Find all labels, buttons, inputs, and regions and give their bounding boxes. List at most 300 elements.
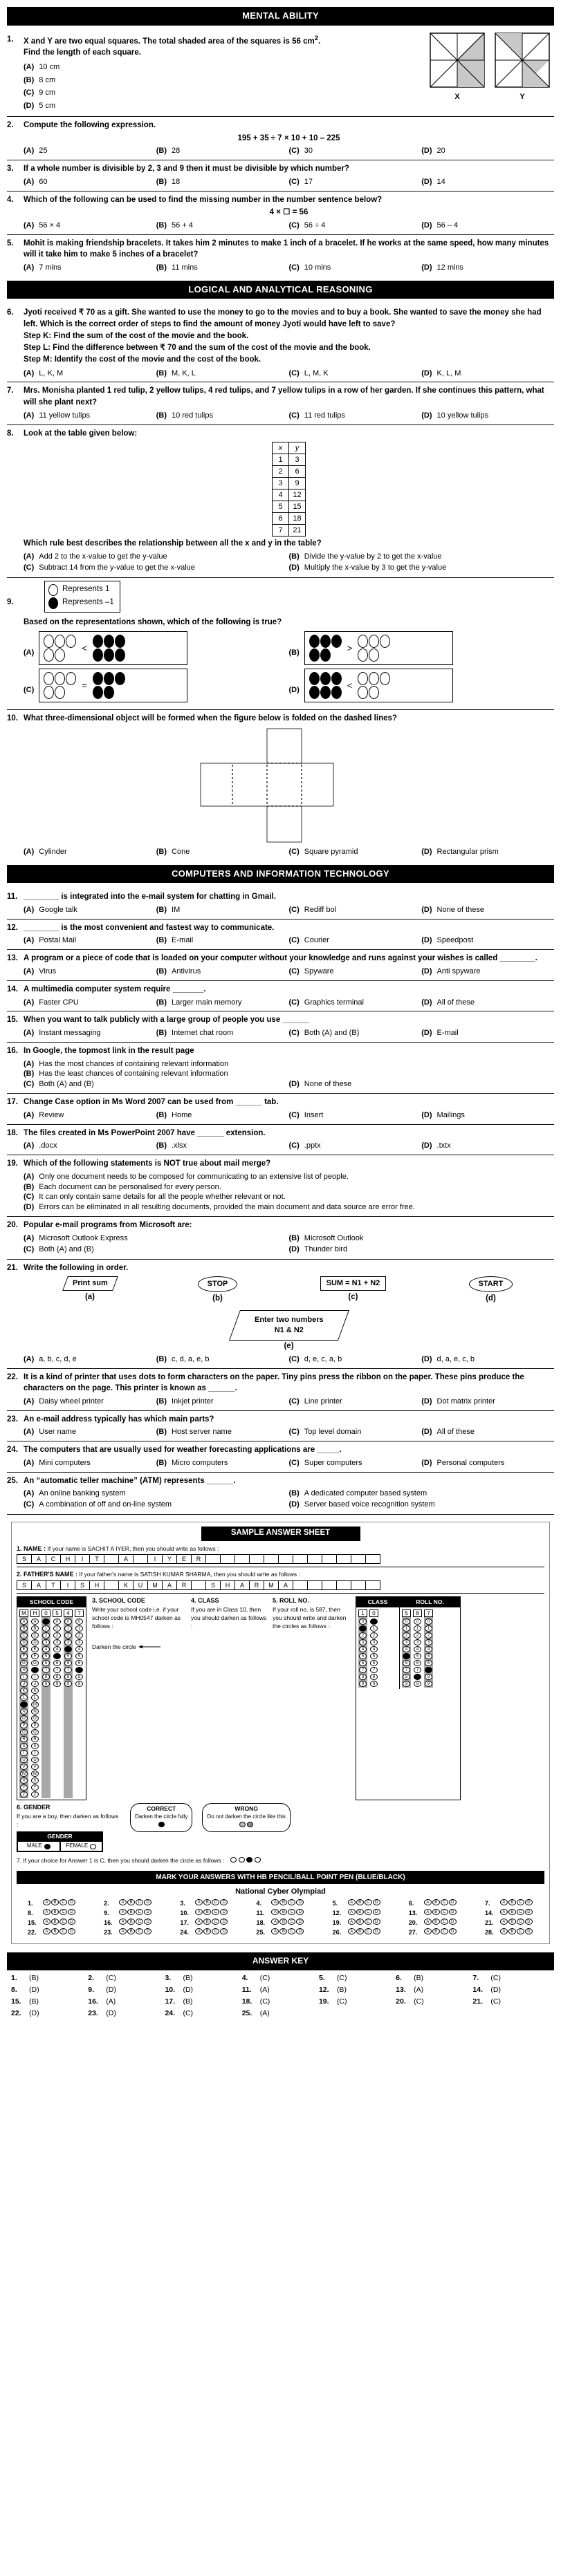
bubble-6[interactable]: 6	[359, 1660, 367, 1666]
name-cell[interactable]	[205, 1554, 221, 1564]
bubble-g[interactable]: G	[31, 1660, 39, 1666]
bubble-2[interactable]: 2	[414, 1632, 421, 1639]
answer-bubble-a[interactable]: A	[500, 1899, 508, 1905]
option-a[interactable]: (A) Cylinder	[24, 847, 67, 856]
bubble-6[interactable]: 6	[425, 1660, 432, 1666]
bubble-0[interactable]: 0	[64, 1618, 72, 1625]
roll-columns[interactable]	[400, 1607, 460, 1689]
bubble-column[interactable]	[42, 1609, 50, 1798]
bubble-c[interactable]	[246, 1857, 252, 1863]
option-c[interactable]: (C) A combination of off and on-line system	[24, 1500, 172, 1509]
answer-bubble-d[interactable]: D	[68, 1899, 75, 1905]
name-cell[interactable]: H	[60, 1554, 75, 1564]
bubble-5[interactable]: 5	[414, 1653, 421, 1659]
bubble-1[interactable]: 1	[370, 1625, 378, 1632]
option-d[interactable]: (D) 14	[421, 177, 445, 186]
answer-bubble-d[interactable]: D	[68, 1919, 75, 1925]
answer-bubble-c[interactable]: C	[365, 1909, 372, 1915]
answer-bubble-a[interactable]: A	[119, 1899, 127, 1905]
answer-bubble-a[interactable]: A	[43, 1899, 50, 1905]
father-cell[interactable]: A	[162, 1580, 177, 1590]
answer-bubble-c[interactable]: C	[288, 1928, 295, 1934]
answer-bubble-a[interactable]: A	[348, 1928, 356, 1934]
answer-bubble-a[interactable]: A	[43, 1909, 50, 1915]
bubble-2[interactable]: 2	[53, 1632, 61, 1639]
option-b[interactable]: (B) Each document can be personalised for every person.	[24, 1182, 221, 1191]
option-b[interactable]: (B) 56 + 4	[156, 221, 193, 230]
answer-bubble-c[interactable]: C	[441, 1909, 448, 1915]
option-b[interactable]: (B) Microsoft Outlook	[288, 1233, 364, 1242]
bubble-2[interactable]: 2	[64, 1632, 72, 1639]
option-a[interactable]: (A) Virus	[24, 967, 57, 976]
bubble-column[interactable]	[64, 1609, 73, 1798]
option-b[interactable]: (B) 18	[156, 177, 181, 186]
option-d[interactable]: (D) Dot matrix printer	[421, 1397, 495, 1406]
bubble-w[interactable]: W	[31, 1771, 39, 1777]
answer-bubble-b[interactable]: B	[356, 1899, 364, 1905]
father-cell[interactable]: M	[147, 1580, 163, 1590]
answer-bubble-c[interactable]: C	[517, 1919, 524, 1925]
female-bubble-icon[interactable]	[90, 1844, 96, 1849]
option-b[interactable]: (B) Inkjet printer	[156, 1397, 214, 1406]
code-box[interactable]: 8	[413, 1609, 422, 1617]
option-d[interactable]: (D) 12 mins	[421, 263, 464, 272]
answer-bubble-b[interactable]: B	[508, 1899, 516, 1905]
answer-bubble-d[interactable]: D	[373, 1928, 380, 1934]
code-box[interactable]: M	[19, 1609, 28, 1617]
father-cell[interactable]: R	[249, 1580, 264, 1590]
option-a[interactable]: (A) 60	[24, 177, 48, 186]
answer-bubble-a[interactable]: A	[424, 1919, 432, 1925]
option-c[interactable]: (C) Both (A) and (B)	[24, 1080, 94, 1089]
bubble-a[interactable]	[230, 1857, 237, 1863]
answer-bubble-a[interactable]: A	[500, 1919, 508, 1925]
answer-bubble-b[interactable]: B	[356, 1909, 364, 1915]
bubble-r[interactable]: R	[31, 1736, 39, 1742]
bubble-5[interactable]	[403, 1653, 410, 1659]
option-d[interactable]: (D) Server based voice recognition system	[288, 1500, 435, 1509]
answer-bubble-c[interactable]: C	[517, 1928, 524, 1934]
option-d[interactable]: (D) Speedpost	[421, 936, 474, 945]
option-c[interactable]: (C) Line printer	[288, 1397, 342, 1406]
bubble-l[interactable]: L	[20, 1695, 28, 1701]
bubble-3[interactable]: 3	[42, 1639, 50, 1645]
answer-bubble-d[interactable]: D	[525, 1899, 533, 1905]
bubble-c[interactable]: C	[20, 1632, 28, 1639]
answer-bubble-b[interactable]: B	[508, 1928, 516, 1934]
bubble-5[interactable]: 5	[75, 1653, 83, 1659]
answer-bubble-c[interactable]: C	[441, 1899, 448, 1905]
answer-bubble-b[interactable]: B	[203, 1899, 211, 1905]
answer-bubble-c[interactable]: C	[136, 1928, 143, 1934]
name-cell[interactable]	[365, 1554, 380, 1564]
option-a[interactable]: (A) Instant messaging	[24, 1029, 101, 1038]
answer-bubble-c[interactable]: C	[59, 1909, 67, 1915]
answer-bubble-d[interactable]: D	[296, 1899, 304, 1905]
bubble-7[interactable]	[425, 1667, 432, 1673]
answer-bubble-c[interactable]: C	[288, 1909, 295, 1915]
option-c[interactable]: (C) Square pyramid	[288, 847, 358, 856]
option-b[interactable]: (B) Home	[156, 1110, 192, 1119]
answer-bubble-d[interactable]: D	[449, 1928, 457, 1934]
answer-bubble-d[interactable]: D	[525, 1919, 533, 1925]
bubble-j[interactable]: J	[31, 1681, 39, 1687]
option-c[interactable]: (C) Graphics terminal	[288, 998, 364, 1007]
answer-bubble-c[interactable]: C	[365, 1928, 372, 1934]
bubble-y[interactable]: Y	[20, 1784, 28, 1791]
bubble-3[interactable]: 3	[414, 1639, 421, 1645]
option-d[interactable]: (D) None of these	[421, 905, 485, 914]
father-cell[interactable]: A	[278, 1580, 293, 1590]
option-d[interactable]: (D) Anti spyware	[421, 967, 481, 976]
bubble-y[interactable]: Y	[31, 1784, 39, 1791]
bubble-s[interactable]: S	[20, 1743, 28, 1749]
answer-bubble-b[interactable]: B	[203, 1928, 211, 1934]
bubble-k[interactable]: K	[31, 1688, 39, 1694]
option-a[interactable]: (A) Mini computers	[24, 1458, 91, 1467]
bubble-5[interactable]: 5	[370, 1653, 378, 1659]
bubble-0[interactable]: 0	[425, 1618, 432, 1625]
bubble-8[interactable]: 8	[75, 1674, 83, 1680]
bubble-0[interactable]: 0	[403, 1618, 410, 1625]
bubble-column[interactable]	[75, 1609, 84, 1798]
name-cell[interactable]	[351, 1554, 366, 1564]
answer-bubble-a[interactable]: A	[424, 1928, 432, 1934]
bubble-7[interactable]: 7	[370, 1667, 378, 1673]
bubble-0[interactable]: 0	[53, 1618, 61, 1625]
bubble-9[interactable]: 9	[370, 1681, 378, 1687]
code-box[interactable]: 0	[42, 1609, 50, 1617]
name-cell[interactable]: A	[118, 1554, 134, 1564]
option-c[interactable]: (C) Top level domain	[288, 1428, 362, 1437]
bubble-column[interactable]	[424, 1609, 433, 1688]
option-a[interactable]: (A) 56 × 4	[24, 221, 61, 230]
option-a[interactable]: (A) Google talk	[24, 905, 77, 914]
option-c[interactable]: (C) Rediff bol	[288, 905, 337, 914]
answer-bubble-a[interactable]: A	[195, 1909, 203, 1915]
answer-bubble-a[interactable]: A	[348, 1919, 356, 1925]
bubble-b[interactable]	[239, 1857, 245, 1863]
option-b[interactable]: (B) Cone	[156, 847, 190, 856]
bubble-3[interactable]: 3	[75, 1639, 83, 1645]
name-cell[interactable]	[336, 1554, 351, 1564]
father-cell[interactable]: T	[46, 1580, 61, 1590]
answer-bubble-a[interactable]: A	[195, 1928, 203, 1934]
bubble-9[interactable]: 9	[53, 1681, 61, 1687]
bubble-column[interactable]	[53, 1609, 62, 1798]
bubble-7[interactable]: 7	[53, 1667, 61, 1673]
bubble-9[interactable]: 9	[75, 1681, 83, 1687]
answer-bubble-b[interactable]: B	[279, 1909, 287, 1915]
bubble-0[interactable]: 0	[414, 1618, 421, 1625]
answer-bubble-a[interactable]: A	[195, 1919, 203, 1925]
answer-bubble-c[interactable]: C	[59, 1919, 67, 1925]
answer-bubble-a[interactable]: A	[348, 1899, 356, 1905]
gender-male-cell[interactable]	[17, 1841, 60, 1851]
option-a[interactable]: (A) 11 yellow tulips	[24, 411, 91, 420]
option-c[interactable]: (C) 17	[288, 177, 313, 186]
bubble-7[interactable]: 7	[64, 1667, 72, 1673]
bubble-4[interactable]	[64, 1646, 72, 1652]
code-box[interactable]: 0	[369, 1609, 378, 1617]
bubble-f[interactable]: F	[31, 1653, 39, 1659]
name-cell[interactable]	[264, 1554, 279, 1564]
option-d[interactable]: (D) Personal computers	[421, 1458, 505, 1467]
bubble-o[interactable]: O	[20, 1715, 28, 1721]
answer-bubble-c[interactable]: C	[441, 1919, 448, 1925]
option-d[interactable]: (D) .txtx	[421, 1141, 451, 1150]
bubble-4[interactable]: 4	[403, 1646, 410, 1652]
option-d[interactable]: (D) All of these	[421, 998, 475, 1007]
answer-bubble-c[interactable]: C	[517, 1909, 524, 1915]
answer-bubble-c[interactable]: C	[212, 1899, 219, 1905]
bubble-9[interactable]: 9	[42, 1681, 50, 1687]
bubble-5[interactable]: 5	[359, 1653, 367, 1659]
bubble-d[interactable]: D	[31, 1639, 39, 1645]
bubble-1[interactable]: 1	[425, 1625, 432, 1632]
answer-bubble-a[interactable]: A	[424, 1909, 432, 1915]
bubble-4[interactable]: 4	[370, 1646, 378, 1652]
bubble-3[interactable]: 3	[359, 1639, 367, 1645]
bubble-b[interactable]: B	[31, 1625, 39, 1632]
option-d[interactable]: (D) None of these	[288, 1080, 352, 1089]
answer-bubble-d[interactable]: D	[373, 1919, 380, 1925]
code-box[interactable]: 7	[75, 1609, 84, 1617]
bubble-m[interactable]: M	[31, 1701, 39, 1708]
bubble-1[interactable]: 1	[53, 1625, 61, 1632]
bubble-5[interactable]: 5	[425, 1653, 432, 1659]
father-cell[interactable]	[336, 1580, 351, 1590]
father-cell[interactable]: S	[75, 1580, 90, 1590]
answer-bubble-d[interactable]: D	[296, 1919, 304, 1925]
bubble-m[interactable]	[20, 1701, 28, 1708]
bubble-1[interactable]	[359, 1625, 367, 1632]
option-b[interactable]: (B) 8 cm	[24, 75, 56, 84]
option-b[interactable]: (B) Larger main memory	[156, 998, 242, 1007]
bubble-3[interactable]: 3	[370, 1639, 378, 1645]
bubble-l[interactable]: L	[31, 1695, 39, 1701]
answer-bubble-c[interactable]: C	[517, 1899, 524, 1905]
bubble-8[interactable]: 8	[64, 1674, 72, 1680]
bubble-6[interactable]: 6	[64, 1660, 72, 1666]
option-b[interactable]: (B) Micro computers	[156, 1458, 228, 1467]
bubble-e[interactable]: E	[20, 1646, 28, 1652]
answer-bubble-d[interactable]: D	[220, 1899, 228, 1905]
bubble-9[interactable]: 9	[425, 1681, 432, 1687]
option-d[interactable]: (D) 10 yellow tulips	[421, 411, 489, 420]
name-cell[interactable]: I	[75, 1554, 90, 1564]
answer-bubble-b[interactable]: B	[356, 1919, 364, 1925]
bubble-o[interactable]: O	[31, 1715, 39, 1721]
name-cell[interactable]	[307, 1554, 322, 1564]
answer-bubble-b[interactable]: B	[51, 1899, 59, 1905]
option-c[interactable]: (C) It can only contain same details for all the people whether relevant or not.	[24, 1193, 286, 1202]
bubble-9[interactable]: 9	[64, 1681, 72, 1687]
bubble-r[interactable]: R	[20, 1736, 28, 1742]
option-c[interactable]: (C) Courier	[288, 936, 329, 945]
bubble-k[interactable]: K	[20, 1688, 28, 1694]
bubble-u[interactable]: U	[31, 1757, 39, 1763]
answer-bubble-a[interactable]: A	[424, 1899, 432, 1905]
option-d[interactable]: (D) Rectangular prism	[421, 847, 499, 856]
bubble-7[interactable]: 7	[403, 1667, 410, 1673]
bubble-3[interactable]: 3	[64, 1639, 72, 1645]
bubble-3[interactable]: 3	[53, 1639, 61, 1645]
bubble-6[interactable]: 6	[370, 1660, 378, 1666]
name-cell[interactable]: T	[89, 1554, 104, 1564]
code-box[interactable]: 5	[402, 1609, 411, 1617]
bubble-7[interactable]	[75, 1667, 83, 1673]
bubble-6[interactable]: 6	[42, 1660, 50, 1666]
answer-bubble-b[interactable]: B	[356, 1928, 364, 1934]
answer-bubble-d[interactable]: D	[449, 1919, 457, 1925]
name-cell[interactable]	[234, 1554, 250, 1564]
father-cell[interactable]	[307, 1580, 322, 1590]
answer-bubble-b[interactable]: B	[279, 1899, 287, 1905]
bubble-n[interactable]: N	[20, 1708, 28, 1715]
option-c[interactable]: (C) 30	[288, 147, 313, 156]
bubble-9[interactable]: 9	[414, 1681, 421, 1687]
option-d[interactable]: (D) Errors can be eliminated in all resulting documents, provided the main document and data source are error free.	[24, 1203, 415, 1212]
answer-bubble-d[interactable]: D	[68, 1928, 75, 1934]
answer-bubble-b[interactable]: B	[432, 1899, 440, 1905]
option-b[interactable]: (B) IM	[156, 905, 181, 914]
answer-bubble-c[interactable]: C	[365, 1919, 372, 1925]
answer-bubble-d[interactable]: D	[449, 1899, 457, 1905]
answer-bubble-b[interactable]: B	[51, 1909, 59, 1915]
bubble-1[interactable]: 1	[42, 1625, 50, 1632]
option-a[interactable]: (A) L, K, M	[24, 368, 64, 377]
name-cell[interactable]	[220, 1554, 235, 1564]
bubble-8[interactable]: 8	[425, 1674, 432, 1680]
bubble-7[interactable]: 7	[359, 1667, 367, 1673]
bubble-p[interactable]: P	[20, 1722, 28, 1728]
answer-bubble-b[interactable]: B	[51, 1919, 59, 1925]
father-cell[interactable]: H	[220, 1580, 235, 1590]
answer-bubble-d[interactable]: D	[296, 1909, 304, 1915]
bubble-6[interactable]: 6	[403, 1660, 410, 1666]
code-box[interactable]: 5	[53, 1609, 62, 1617]
code-box[interactable]: H	[30, 1609, 39, 1617]
answer-bubble-b[interactable]: B	[508, 1909, 516, 1915]
bubble-i[interactable]: I	[20, 1674, 28, 1680]
answer-bubble-d[interactable]: D	[144, 1928, 151, 1934]
father-cell[interactable]: R	[176, 1580, 192, 1590]
option-b[interactable]: (B) Internet chat room	[156, 1029, 234, 1038]
option-a[interactable]: (A) Only one document needs to be composed for communicating to an extensive list of people.	[24, 1172, 349, 1181]
bubble-q[interactable]: Q	[20, 1729, 28, 1735]
father-cell[interactable]	[104, 1580, 119, 1590]
answer-bubble-c[interactable]: C	[136, 1899, 143, 1905]
item7-bubbles[interactable]	[230, 1857, 261, 1864]
answer-bubble-d[interactable]: D	[525, 1928, 533, 1934]
bubble-a[interactable]: A	[20, 1618, 28, 1625]
bubble-0[interactable]	[370, 1618, 378, 1625]
name-cell[interactable]: Y	[162, 1554, 177, 1564]
option-b[interactable]: (B) Has the least chances of containing relevant information	[24, 1070, 228, 1079]
father-cell[interactable]: U	[133, 1580, 148, 1590]
bubble-6[interactable]: 6	[414, 1660, 421, 1666]
bubble-8[interactable]: 8	[359, 1674, 367, 1680]
bubble-0[interactable]	[42, 1618, 50, 1625]
bubble-0[interactable]: 0	[359, 1618, 367, 1625]
answer-bubble-c[interactable]: C	[212, 1928, 219, 1934]
name-cell[interactable]: R	[191, 1554, 206, 1564]
bubble-column[interactable]	[402, 1609, 411, 1688]
answer-bubble-b[interactable]: B	[508, 1919, 516, 1925]
bubble-9[interactable]: 9	[359, 1681, 367, 1687]
option-d[interactable]: (D) d, a, e, c, b	[421, 1354, 475, 1363]
answer-bubble-d[interactable]: D	[144, 1919, 151, 1925]
bubble-2[interactable]: 2	[42, 1632, 50, 1639]
bubble-2[interactable]: 2	[75, 1632, 83, 1639]
bubble-g[interactable]: G	[20, 1660, 28, 1666]
answer-bubble-a[interactable]: A	[119, 1909, 127, 1915]
bubble-v[interactable]: V	[20, 1764, 28, 1770]
answer-bubble-b[interactable]: B	[203, 1919, 211, 1925]
answer-bubble-d[interactable]: D	[220, 1909, 228, 1915]
school-code-columns[interactable]	[17, 1607, 86, 1800]
option-a[interactable]: (A) 10 cm	[24, 62, 60, 71]
bubble-5[interactable]	[53, 1653, 61, 1659]
answer-bubble-a[interactable]: A	[43, 1928, 50, 1934]
option-c[interactable]: (C) d, e, c, a, b	[288, 1354, 342, 1363]
bubble-1[interactable]: 1	[414, 1625, 421, 1632]
answer-bubble-b[interactable]: B	[279, 1919, 287, 1925]
option-b[interactable]: (B) Divide the y-value by 2 to get the x-value	[288, 552, 442, 561]
option-d[interactable]: (D) Thunder bird	[288, 1244, 348, 1253]
option-b[interactable]: (B) .xlsx	[156, 1141, 187, 1150]
bubble-2[interactable]: 2	[425, 1632, 432, 1639]
name-cell[interactable]: S	[17, 1554, 32, 1564]
father-cell[interactable]	[191, 1580, 206, 1590]
bubble-4[interactable]: 4	[53, 1646, 61, 1652]
bubble-i[interactable]: I	[31, 1674, 39, 1680]
option-a[interactable]: (A) An online banking system	[24, 1489, 126, 1498]
answer-bubble-c[interactable]: C	[288, 1919, 295, 1925]
option-b[interactable]: (B) 11 mins	[156, 263, 198, 272]
bubble-8[interactable]: 8	[370, 1674, 378, 1680]
name-cell[interactable]: A	[31, 1554, 46, 1564]
bubble-a[interactable]: A	[31, 1618, 39, 1625]
male-bubble-icon[interactable]	[44, 1844, 50, 1849]
option-d[interactable]: (D) 56 – 4	[421, 221, 459, 230]
bubble-8[interactable]: 8	[42, 1674, 50, 1680]
option-a[interactable]: (A) Has the most chances of containing relevant information	[24, 1059, 229, 1068]
answer-bubble-d[interactable]: D	[449, 1909, 457, 1915]
bubble-8[interactable]	[414, 1674, 421, 1680]
answer-bubble-d[interactable]: D	[220, 1928, 228, 1934]
bubble-6[interactable]: 6	[53, 1660, 61, 1666]
bubble-t[interactable]: T	[20, 1750, 28, 1756]
bubble-u[interactable]: U	[20, 1757, 28, 1763]
answer-bubble-b[interactable]: B	[432, 1919, 440, 1925]
answer-bubble-d[interactable]: D	[525, 1909, 533, 1915]
answer-bubble-b[interactable]: B	[432, 1909, 440, 1915]
father-cell[interactable]: S	[205, 1580, 221, 1590]
name-cell[interactable]	[278, 1554, 293, 1564]
answer-bubble-a[interactable]: A	[271, 1899, 279, 1905]
name-cell[interactable]: C	[46, 1554, 61, 1564]
bubble-9[interactable]: 9	[403, 1681, 410, 1687]
father-name-boxes[interactable]	[17, 1580, 544, 1590]
bubble-1[interactable]: 1	[403, 1625, 410, 1632]
answer-bubble-a[interactable]: A	[348, 1909, 356, 1915]
answer-bubble-d[interactable]: D	[296, 1928, 304, 1934]
option-b[interactable]: (B) c, d, a, e, b	[156, 1354, 210, 1363]
bubble-p[interactable]: P	[31, 1722, 39, 1728]
option-d[interactable]: (D) 5 cm	[24, 102, 56, 111]
